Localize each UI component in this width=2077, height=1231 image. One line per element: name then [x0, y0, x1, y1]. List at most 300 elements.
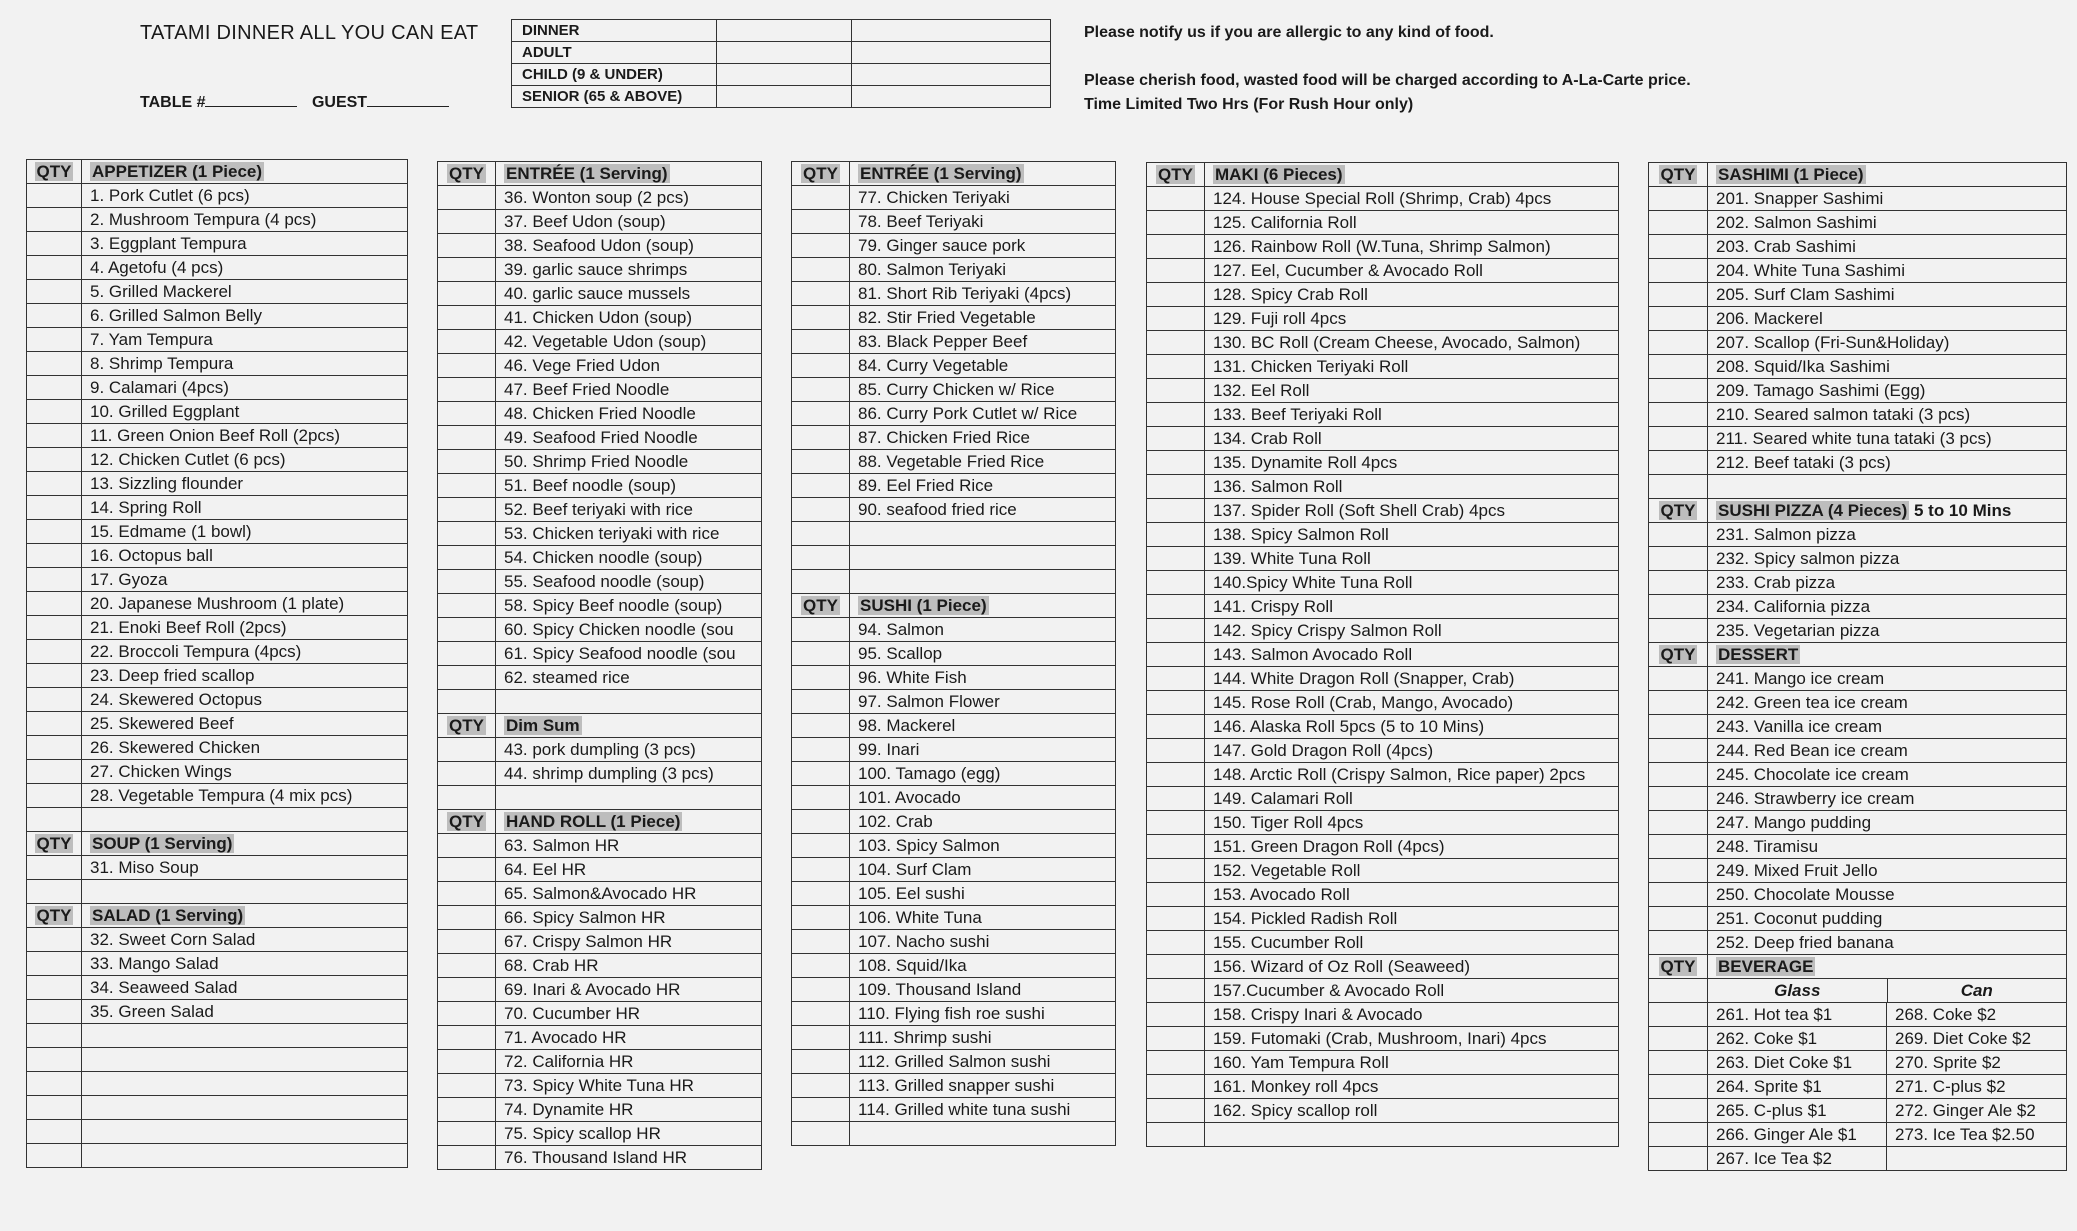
qty-cell[interactable] [1147, 883, 1205, 907]
qty-cell[interactable] [438, 546, 496, 570]
qty-cell[interactable] [792, 330, 850, 354]
allergy-notice: Please notify us if you are allergic to any kind of food. [1084, 24, 1494, 41]
qty-header-cell [438, 714, 496, 738]
menu-item-row [1649, 811, 2067, 835]
qty-cell[interactable] [1649, 523, 1708, 547]
qty-cell[interactable] [792, 858, 850, 882]
qty-cell[interactable] [1147, 619, 1205, 643]
qty-cell[interactable] [438, 282, 496, 306]
table-number-blank[interactable] [205, 92, 297, 107]
menu-item-name: 141. Crispy Roll [1205, 595, 1619, 619]
menu-item-name: 250. Chocolate Mousse [1708, 883, 2067, 907]
qty-cell[interactable] [438, 522, 496, 546]
qty-cell[interactable] [1147, 307, 1205, 331]
qty-cell[interactable] [1147, 1051, 1205, 1075]
qty-cell[interactable] [1649, 787, 1708, 811]
qty-cell[interactable] [438, 474, 496, 498]
qty-cell[interactable] [1147, 259, 1205, 283]
qty-cell[interactable] [438, 1002, 496, 1026]
qty-cell[interactable] [438, 378, 496, 402]
qty-cell[interactable] [27, 472, 82, 496]
qty-cell[interactable] [1147, 739, 1205, 763]
menu-item-name: 211. Seared white tuna tataki (3 pcs) [1708, 427, 2067, 451]
qty-cell[interactable] [1649, 1003, 1708, 1027]
qty-cell[interactable] [1147, 187, 1205, 211]
menu-item-name: 54. Chicken noodle (soup) [496, 546, 762, 570]
qty-cell[interactable] [27, 1048, 82, 1072]
beverage-pair-cell [1708, 1147, 2067, 1171]
menu-item-name: 233. Crab pizza [1708, 571, 2067, 595]
menu-item-name: 114. Grilled white tuna sushi [850, 1098, 1116, 1122]
qty-cell[interactable] [792, 498, 850, 522]
qty-cell[interactable] [792, 306, 850, 330]
qty-cell[interactable] [27, 1000, 82, 1024]
menu-item-row [1649, 691, 2067, 715]
qty-cell[interactable] [1147, 235, 1205, 259]
qty-cell[interactable] [1147, 1027, 1205, 1051]
qty-cell[interactable] [27, 928, 82, 952]
qty-cell[interactable] [27, 1096, 82, 1120]
qty-cell[interactable] [792, 426, 850, 450]
menu-item-row [792, 354, 1116, 378]
qty-cell[interactable] [1147, 379, 1205, 403]
menu-item-name: 140.Spicy White Tuna Roll [1205, 571, 1619, 595]
qty-cell[interactable] [1147, 475, 1205, 499]
qty-cell[interactable] [1649, 859, 1708, 883]
qty-cell[interactable] [1649, 715, 1708, 739]
qty-cell[interactable] [1649, 403, 1708, 427]
qty-cell[interactable] [1649, 739, 1708, 763]
dinner-row-cell[interactable] [717, 86, 852, 108]
qty-cell[interactable] [1147, 643, 1205, 667]
menu-item-name: 137. Spider Roll (Soft Shell Crab) 4pcs [1205, 499, 1619, 523]
menu-item-name: 23. Deep fried scallop [82, 664, 408, 688]
qty-cell[interactable] [438, 618, 496, 642]
dinner-row-cell[interactable] [852, 20, 1051, 42]
qty-cell[interactable] [27, 688, 82, 712]
qty-cell[interactable] [438, 1098, 496, 1122]
blank-row [27, 1144, 408, 1168]
qty-cell[interactable] [792, 474, 850, 498]
menu-item-row [1649, 931, 2067, 955]
qty-cell[interactable] [792, 186, 850, 210]
qty-cell[interactable] [792, 762, 850, 786]
qty-cell[interactable] [1649, 355, 1708, 379]
dinner-row-cell[interactable] [717, 42, 852, 64]
qty-cell[interactable] [438, 834, 496, 858]
qty-cell[interactable] [1147, 1099, 1205, 1123]
menu-item-name: 79. Ginger sauce pork [850, 234, 1116, 258]
qty-cell[interactable] [792, 954, 850, 978]
qty-cell[interactable] [27, 448, 82, 472]
qty-cell[interactable] [792, 378, 850, 402]
dinner-row-cell[interactable] [717, 64, 852, 86]
qty-cell[interactable] [438, 690, 496, 714]
qty-cell[interactable] [438, 330, 496, 354]
qty-cell[interactable] [1649, 883, 1708, 907]
qty-cell[interactable] [1147, 979, 1205, 1003]
qty-cell[interactable] [27, 304, 82, 328]
qty-cell[interactable] [27, 880, 82, 904]
qty-cell[interactable] [1147, 955, 1205, 979]
qty-cell[interactable] [27, 520, 82, 544]
qty-cell[interactable] [27, 616, 82, 640]
can-item: 268. Coke $2 [1895, 1005, 1997, 1024]
qty-cell[interactable] [1147, 667, 1205, 691]
qty-cell[interactable] [1147, 787, 1205, 811]
qty-cell[interactable] [792, 618, 850, 642]
qty-cell[interactable] [1649, 1099, 1708, 1123]
menu-item-row [1649, 235, 2067, 259]
qty-cell[interactable] [1147, 931, 1205, 955]
qty-cell[interactable] [438, 402, 496, 426]
qty-cell[interactable] [1147, 907, 1205, 931]
qty-cell[interactable] [438, 498, 496, 522]
qty-cell[interactable] [438, 306, 496, 330]
menu-item-row [438, 210, 762, 234]
menu-item-name: 5. Grilled Mackerel [82, 280, 408, 304]
qty-cell[interactable] [792, 738, 850, 762]
qty-header-cell [27, 160, 82, 184]
qty-cell[interactable] [27, 1072, 82, 1096]
dinner-row-cell[interactable] [852, 64, 1051, 86]
qty-cell[interactable] [438, 786, 496, 810]
menu-item-row [792, 450, 1116, 474]
qty-cell[interactable] [792, 258, 850, 282]
qty-cell[interactable] [792, 1098, 850, 1122]
qty-cell[interactable] [27, 184, 82, 208]
qty-cell[interactable] [438, 258, 496, 282]
qty-cell[interactable] [1147, 355, 1205, 379]
menu-item-row [1649, 715, 2067, 739]
qty-cell[interactable] [438, 738, 496, 762]
qty-cell[interactable] [1649, 571, 1708, 595]
section-header [27, 904, 408, 928]
qty-cell[interactable] [27, 400, 82, 424]
qty-cell[interactable] [1147, 595, 1205, 619]
qty-cell[interactable] [1649, 595, 1708, 619]
qty-cell[interactable] [792, 666, 850, 690]
blank-row [27, 1072, 408, 1096]
menu-item-name: 46. Vege Fried Udon [496, 354, 762, 378]
qty-cell[interactable] [1649, 763, 1708, 787]
menu-item-name: 203. Crab Sashimi [1708, 235, 2067, 259]
menu-item-name: 252. Deep fried banana [1708, 931, 2067, 955]
qty-cell[interactable] [792, 690, 850, 714]
qty-cell[interactable] [1147, 331, 1205, 355]
beverage-row [1649, 1123, 2067, 1147]
qty-cell[interactable] [438, 1074, 496, 1098]
qty-cell[interactable] [1147, 1123, 1205, 1147]
qty-cell[interactable] [1649, 811, 1708, 835]
menu-item-row [27, 352, 408, 376]
qty-cell[interactable] [27, 256, 82, 280]
qty-cell[interactable] [1147, 451, 1205, 475]
dinner-row-label: DINNER [512, 20, 717, 42]
menu-item-name: 68. Crab HR [496, 954, 762, 978]
qty-cell[interactable] [792, 930, 850, 954]
qty-cell[interactable] [1147, 547, 1205, 571]
menu-item-name: 35. Green Salad [82, 1000, 408, 1024]
menu-item-name: 55. Seafood noodle (soup) [496, 570, 762, 594]
qty-cell[interactable] [1649, 667, 1708, 691]
qty-cell[interactable] [27, 1024, 82, 1048]
qty-cell[interactable] [27, 352, 82, 376]
qty-cell[interactable] [1147, 523, 1205, 547]
qty-cell[interactable] [438, 426, 496, 450]
qty-cell[interactable] [27, 424, 82, 448]
menu-item-name: 147. Gold Dragon Roll (4pcs) [1205, 739, 1619, 763]
qty-cell[interactable] [438, 234, 496, 258]
qty-cell[interactable] [27, 976, 82, 1000]
menu-title: TATAMI DINNER ALL YOU CAN EAT [140, 22, 479, 44]
qty-cell[interactable] [438, 450, 496, 474]
qty-cell[interactable] [1649, 907, 1708, 931]
qty-cell[interactable] [27, 640, 82, 664]
qty-cell[interactable] [27, 712, 82, 736]
menu-item-row [1147, 427, 1619, 451]
section-title-cell [850, 162, 1116, 186]
qty-cell[interactable] [1649, 835, 1708, 859]
qty-cell[interactable] [1649, 475, 1708, 499]
qty-cell[interactable] [792, 642, 850, 666]
qty-cell[interactable] [1649, 931, 1708, 955]
menu-item-name: 107. Nacho sushi [850, 930, 1116, 954]
guest-count-blank[interactable] [367, 92, 449, 107]
menu-item-name: 154. Pickled Radish Roll [1205, 907, 1619, 931]
qty-cell[interactable] [27, 1144, 82, 1168]
menu-item-name: 202. Salmon Sashimi [1708, 211, 2067, 235]
menu-item-row [792, 210, 1116, 234]
menu-item-name: 124. House Special Roll (Shrimp, Crab) 4pcs [1205, 187, 1619, 211]
qty-cell[interactable] [27, 568, 82, 592]
qty-cell[interactable] [792, 282, 850, 306]
qty-cell[interactable] [792, 546, 850, 570]
menu-item-row [1147, 451, 1619, 475]
qty-cell[interactable] [1147, 427, 1205, 451]
qty-cell[interactable] [1649, 1123, 1708, 1147]
qty-cell[interactable] [792, 522, 850, 546]
menu-item-name: 209. Tamago Sashimi (Egg) [1708, 379, 2067, 403]
menu-item-row [1649, 379, 2067, 403]
qty-cell[interactable] [1147, 691, 1205, 715]
qty-cell[interactable] [792, 570, 850, 594]
qty-cell[interactable] [27, 208, 82, 232]
qty-cell[interactable] [792, 1050, 850, 1074]
menu-item-name: 125. California Roll [1205, 211, 1619, 235]
qty-cell[interactable] [1649, 307, 1708, 331]
blank-cell [82, 1048, 408, 1072]
qty-cell[interactable] [792, 786, 850, 810]
menu-item-name: 231. Salmon pizza [1708, 523, 2067, 547]
qty-cell[interactable] [27, 784, 82, 808]
menu-item-name: 64. Eel HR [496, 858, 762, 882]
qty-cell[interactable] [792, 402, 850, 426]
dinner-row-cell[interactable] [852, 42, 1051, 64]
qty-cell[interactable] [438, 762, 496, 786]
section-title: APPETIZER (1 Piece) [92, 162, 263, 181]
qty-cell[interactable] [27, 592, 82, 616]
section-header [1649, 499, 2067, 523]
qty-cell[interactable] [1147, 211, 1205, 235]
dinner-row-cell[interactable] [852, 86, 1051, 108]
menu-item-row [1649, 547, 2067, 571]
qty-cell[interactable] [1649, 451, 1708, 475]
qty-header-label: QTY [36, 906, 72, 925]
beverage-row [1649, 1099, 2067, 1123]
qty-cell[interactable] [1649, 211, 1708, 235]
qty-header-label: QTY [449, 716, 484, 735]
qty-cell[interactable] [27, 856, 82, 880]
qty-cell[interactable] [438, 570, 496, 594]
qty-cell[interactable] [27, 544, 82, 568]
qty-cell[interactable] [438, 930, 496, 954]
menu-item-name: 76. Thousand Island HR [496, 1146, 762, 1170]
menu-item-row [438, 354, 762, 378]
menu-item-row [1147, 259, 1619, 283]
qty-cell[interactable] [792, 1074, 850, 1098]
blank-row [1147, 1123, 1619, 1147]
qty-cell[interactable] [1649, 1075, 1708, 1099]
menu-item-row [438, 1074, 762, 1098]
qty-cell[interactable] [1147, 811, 1205, 835]
qty-cell[interactable] [27, 952, 82, 976]
qty-cell[interactable] [1147, 859, 1205, 883]
qty-cell[interactable] [1147, 571, 1205, 595]
qty-cell[interactable] [1147, 283, 1205, 307]
qty-cell[interactable] [438, 906, 496, 930]
qty-cell[interactable] [27, 280, 82, 304]
qty-cell[interactable] [438, 594, 496, 618]
menu-item-name: 89. Eel Fried Rice [850, 474, 1116, 498]
menu-item-name: 150. Tiger Roll 4pcs [1205, 811, 1619, 835]
menu-item-row [27, 640, 408, 664]
qty-cell[interactable] [1147, 499, 1205, 523]
qty-cell[interactable] [792, 1002, 850, 1026]
qty-cell[interactable] [792, 1122, 850, 1146]
qty-cell[interactable] [1649, 259, 1708, 283]
qty-cell[interactable] [27, 1120, 82, 1144]
qty-cell[interactable] [792, 810, 850, 834]
qty-cell[interactable] [27, 664, 82, 688]
blank-row [27, 1024, 408, 1048]
menu-item-name: 11. Green Onion Beef Roll (2pcs) [82, 424, 408, 448]
qty-cell[interactable] [438, 1146, 496, 1170]
qty-cell[interactable] [438, 978, 496, 1002]
qty-cell[interactable] [438, 666, 496, 690]
qty-cell[interactable] [438, 954, 496, 978]
qty-cell[interactable] [792, 714, 850, 738]
blank-cell [82, 1120, 408, 1144]
qty-cell[interactable] [792, 978, 850, 1002]
qty-cell[interactable] [438, 354, 496, 378]
menu-item-row [792, 1026, 1116, 1050]
menu-item-row [792, 834, 1116, 858]
qty-cell[interactable] [1649, 235, 1708, 259]
menu-item-name: 149. Calamari Roll [1205, 787, 1619, 811]
qty-cell[interactable] [1649, 283, 1708, 307]
qty-cell[interactable] [1147, 1003, 1205, 1027]
qty-cell[interactable] [438, 1026, 496, 1050]
qty-cell[interactable] [1649, 1147, 1708, 1171]
qty-cell[interactable] [438, 1050, 496, 1074]
menu-item-row [792, 714, 1116, 738]
qty-cell[interactable] [27, 496, 82, 520]
qty-cell[interactable] [438, 1122, 496, 1146]
qty-cell[interactable] [438, 858, 496, 882]
qty-cell[interactable] [27, 736, 82, 760]
menu-item-row [438, 906, 762, 930]
beverage-pair-cell [1708, 1027, 2067, 1051]
qty-cell[interactable] [1649, 691, 1708, 715]
qty-cell[interactable] [792, 450, 850, 474]
qty-cell[interactable] [438, 642, 496, 666]
section-header [438, 162, 762, 186]
menu-item-row [1147, 859, 1619, 883]
qty-cell[interactable] [27, 328, 82, 352]
qty-header-label: QTY [1158, 165, 1193, 184]
qty-header-label: QTY [803, 596, 838, 615]
menu-item-name: 110. Flying fish roe sushi [850, 1002, 1116, 1026]
qty-cell[interactable] [1147, 835, 1205, 859]
qty-cell[interactable] [27, 808, 82, 832]
menu-item-name: 162. Spicy scallop roll [1205, 1099, 1619, 1123]
qty-cell[interactable] [27, 760, 82, 784]
qty-cell[interactable] [1649, 619, 1708, 643]
menu-item-name: 207. Scallop (Fri-Sun&Holiday) [1708, 331, 2067, 355]
qty-cell[interactable] [792, 210, 850, 234]
glass-item: 262. Coke $1 [1708, 1027, 1887, 1050]
qty-cell[interactable] [1147, 1075, 1205, 1099]
menu-item-row [1649, 355, 2067, 379]
qty-cell[interactable] [792, 234, 850, 258]
qty-cell[interactable] [792, 834, 850, 858]
qty-cell[interactable] [438, 186, 496, 210]
qty-cell[interactable] [27, 376, 82, 400]
qty-cell[interactable] [438, 882, 496, 906]
menu-item-name: 65. Salmon&Avocado HR [496, 882, 762, 906]
qty-cell[interactable] [1649, 547, 1708, 571]
qty-cell[interactable] [1147, 715, 1205, 739]
blank-cell [1205, 1123, 1619, 1147]
qty-cell[interactable] [27, 232, 82, 256]
qty-cell[interactable] [1147, 403, 1205, 427]
menu-item-name: 72. California HR [496, 1050, 762, 1074]
qty-cell[interactable] [438, 210, 496, 234]
dinner-row-cell[interactable] [717, 20, 852, 42]
qty-cell[interactable] [792, 882, 850, 906]
menu-item-name: 2. Mushroom Tempura (4 pcs) [82, 208, 408, 232]
qty-cell[interactable] [1649, 1051, 1708, 1075]
qty-cell[interactable] [1649, 379, 1708, 403]
qty-cell[interactable] [792, 906, 850, 930]
qty-cell[interactable] [792, 1026, 850, 1050]
blank-row [27, 880, 408, 904]
qty-cell[interactable] [1649, 1027, 1708, 1051]
menu-item-name: 135. Dynamite Roll 4pcs [1205, 451, 1619, 475]
qty-cell[interactable] [792, 354, 850, 378]
menu-item-row [1147, 403, 1619, 427]
qty-cell[interactable] [1649, 187, 1708, 211]
menu-item-name: 143. Salmon Avocado Roll [1205, 643, 1619, 667]
qty-cell[interactable] [1147, 763, 1205, 787]
can-item: 270. Sprite $2 [1895, 1053, 2001, 1072]
qty-cell[interactable] [1649, 331, 1708, 355]
qty-cell[interactable] [1649, 427, 1708, 451]
menu-item-row [1649, 523, 2067, 547]
menu-item-name: 146. Alaska Roll 5pcs (5 to 10 Mins) [1205, 715, 1619, 739]
menu-item-row [1147, 835, 1619, 859]
